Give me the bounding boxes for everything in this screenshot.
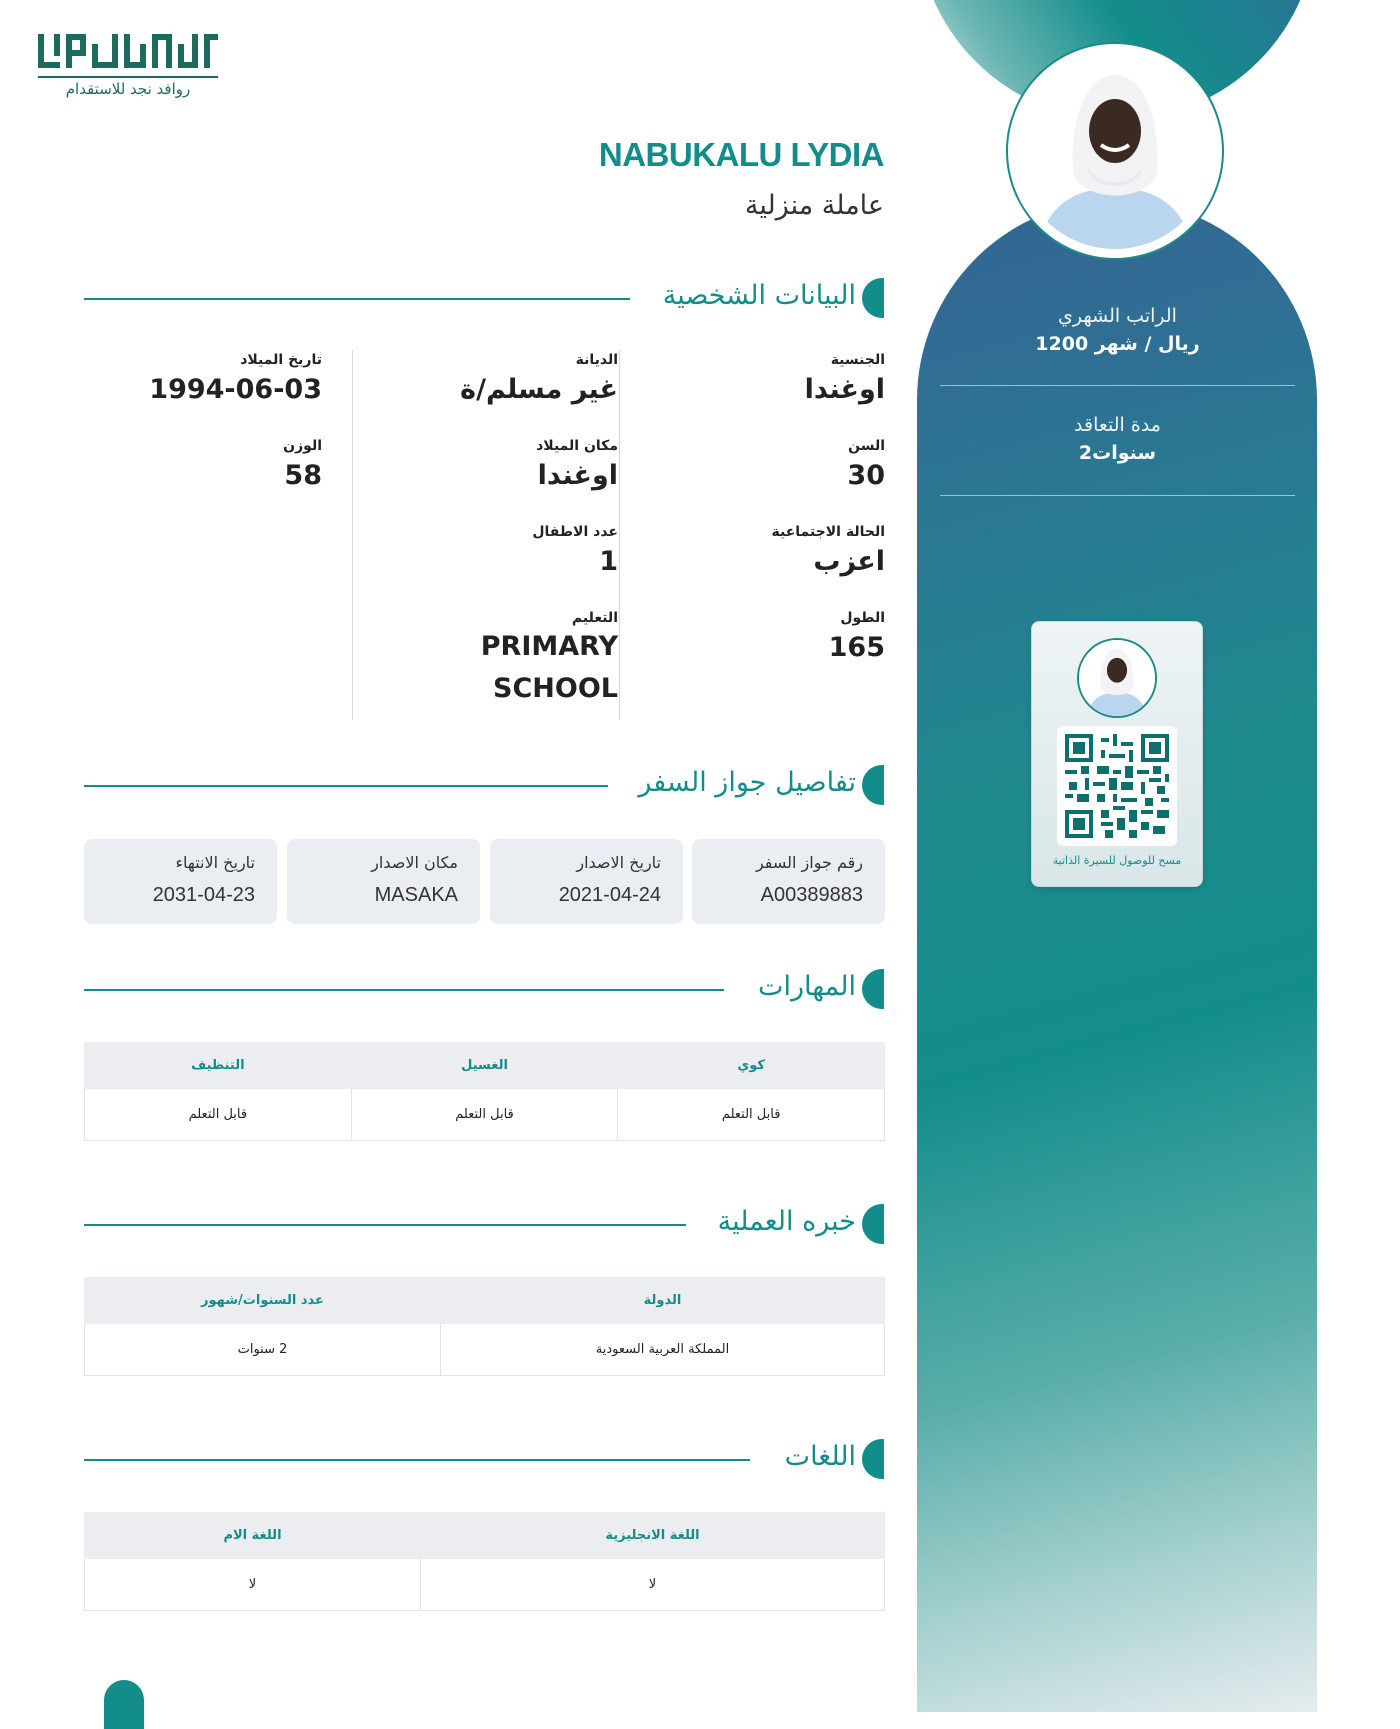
contract-block — [940, 414, 1295, 464]
section-rule — [84, 785, 608, 787]
sidebar-divider — [940, 495, 1295, 496]
field-birthdate: تاريخ الميلاد 1994-06-03 — [149, 352, 322, 405]
table-row: لا لا — [85, 1559, 885, 1611]
section-pill-icon — [862, 765, 884, 805]
qr-card[interactable] — [1031, 621, 1203, 887]
field-religion: الديانة غير مسلم/ة — [460, 352, 618, 405]
field-marital: الحالة الاجتماعية اعزب — [771, 524, 885, 577]
section-experience — [84, 1204, 884, 1248]
skills-table — [84, 1042, 885, 1141]
job-title: عاملة منزلية — [744, 190, 884, 221]
qr-card-photo — [1077, 638, 1157, 718]
section-personal — [84, 278, 884, 322]
qr-code[interactable] — [1057, 726, 1177, 846]
field-children: عدد الاطفال 1 — [532, 524, 618, 577]
section-title: اللغات — [784, 1441, 856, 1472]
column-divider — [619, 350, 620, 720]
section-rule — [84, 1224, 686, 1226]
profile-photo — [1011, 47, 1219, 255]
logo-mark — [38, 30, 218, 72]
company-logo — [38, 30, 218, 108]
section-rule — [84, 989, 724, 991]
passport-card: رقم جواز السفر A00389883 — [692, 839, 885, 924]
field-age: السن 30 — [847, 438, 885, 491]
table-row: قابل التعلم قابل التعلم قابل التعلم — [85, 1089, 885, 1141]
section-rule — [84, 298, 630, 300]
section-title: تفاصيل جواز السفر — [638, 767, 856, 798]
contract-label: مدة التعاقد — [1074, 414, 1161, 436]
passport-card: تاريخ الانتهاء 2031-04-23 — [84, 839, 277, 924]
contract-value: 2سنوات — [1078, 442, 1157, 464]
field-birthplace: مكان الميلاد اوغندا — [536, 438, 618, 491]
salary-value: 1200 ريال / شهر — [1035, 333, 1200, 355]
candidate-name: NABUKALU LYDIA — [598, 136, 884, 173]
sidebar-divider — [940, 385, 1295, 386]
passport-card: تاريخ الاصدار 2021-04-24 — [490, 839, 683, 924]
column-divider — [352, 350, 353, 720]
section-skills — [84, 969, 884, 1013]
section-pill-icon — [862, 969, 884, 1009]
qr-caption: مسح للوصول للسيرة الذاتية — [1052, 854, 1182, 867]
field-education: التعليم PRIMARY SCHOOL — [480, 610, 618, 704]
section-title: خبره العملية — [717, 1206, 856, 1237]
experience-table — [84, 1277, 885, 1376]
section-title: البيانات الشخصية — [662, 280, 856, 311]
field-nationality: الجنسية اوغندا — [804, 352, 885, 405]
section-passport — [84, 765, 884, 809]
table-row: المملكة العربية السعودية 2 سنوات — [85, 1324, 885, 1376]
languages-table — [84, 1512, 885, 1611]
table-header-row: الدولة عدد السنوات/شهور — [85, 1278, 885, 1324]
field-weight: الوزن 58 — [283, 438, 322, 491]
section-title: المهارات — [758, 971, 856, 1002]
logo-tagline: روافد نجد للاستقدام — [38, 76, 218, 98]
salary-label: الراتب الشهري — [1058, 305, 1177, 327]
section-rule — [84, 1459, 750, 1461]
page-bottom-tab — [104, 1680, 144, 1729]
passport-card: مكان الاصدار MASAKA — [287, 839, 480, 924]
section-pill-icon — [862, 1204, 884, 1244]
field-height: الطول 165 — [828, 610, 885, 663]
section-pill-icon — [862, 278, 884, 318]
table-header-row: اللغة الانجليزية اللغة الام — [85, 1513, 885, 1559]
table-header-row: كوي الغسيل التنظيف — [85, 1043, 885, 1089]
section-pill-icon — [862, 1439, 884, 1479]
section-languages — [84, 1439, 884, 1483]
salary-block — [940, 305, 1295, 355]
